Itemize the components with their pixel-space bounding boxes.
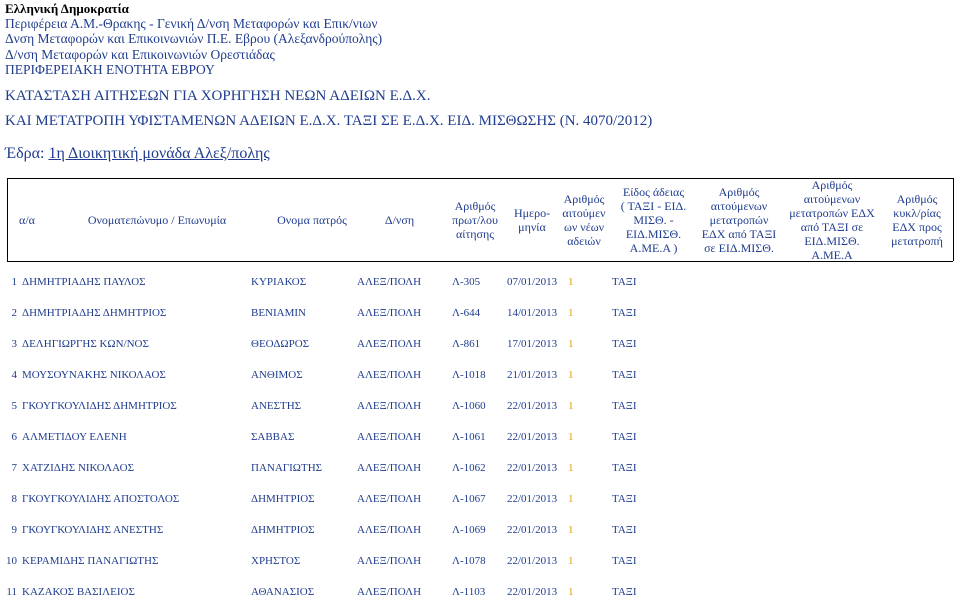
- column-header-text: Αριθμός: [454, 198, 496, 213]
- cell-address: ΑΛΕΞ/ΠΟΛΗ: [357, 276, 422, 288]
- cell-name: ΚΕΡΑΜΙΔΗΣ ΠΑΝΑΓΙΩΤΗΣ: [22, 555, 159, 567]
- cell-count: 1: [568, 400, 574, 412]
- cell-protocol: Λ-861: [452, 338, 481, 350]
- header-line-region: Περιφέρεια Α.Μ.-Θρακης - Γενική Δ/νση Μεταφορών και Επικ/νιων: [5, 16, 378, 31]
- cell-count: 1: [568, 586, 574, 598]
- column-header-text: ΕΔΧ από ΤΑΞΙ: [701, 226, 777, 241]
- cell-address: ΑΛΕΞ/ΠΟΛΗ: [357, 462, 422, 474]
- column-header-text: ΜΙΣΘ. -: [633, 212, 674, 227]
- column-header-text: Αριθμός: [811, 177, 853, 192]
- cell-type: ΤΑΞΙ: [612, 586, 637, 598]
- cell-count: 1: [568, 307, 574, 319]
- cell-protocol: Λ-1078: [452, 555, 486, 567]
- cell-type: ΤΑΞΙ: [612, 307, 637, 319]
- document-title-1: ΚΑΤΑΣΤΑΣΗ ΑΙΤΗΣΕΩΝ ΓΙΑ ΧΟΡΗΓΗΣΗ ΝΕΩΝ ΑΔΕΙΩΝ Ε.Δ.Χ.: [5, 88, 431, 104]
- table-row: [0, 555, 960, 569]
- cell-count: 1: [568, 462, 574, 474]
- cell-date: 22/01/2013: [507, 493, 558, 505]
- cell-aa: 11: [6, 586, 17, 598]
- cell-address: ΑΛΕΞ/ΠΟΛΗ: [357, 586, 422, 598]
- column-header-text: ( ΤΑΞΙ - ΕΙΔ.: [620, 198, 687, 213]
- cell-name: ΓΚΟΥΓΚΟΥΛΙΔΗΣ ΔΗΜΗΤΡΙΟΣ: [22, 400, 177, 412]
- cell-type: ΤΑΞΙ: [612, 524, 637, 536]
- column-header-text: Είδος άδειας: [622, 184, 685, 199]
- column-header-text: αιτούμενων: [710, 198, 768, 213]
- column-header-conversions: [695, 178, 783, 261]
- cell-date: 17/01/2013: [507, 338, 558, 350]
- cell-address: ΑΛΕΞ/ΠΟΛΗ: [357, 307, 422, 319]
- column-header-text: ΕΙΔ.ΜΙΣΘ.: [804, 233, 860, 248]
- cell-father: ΑΝΘΙΜΟΣ: [251, 369, 303, 381]
- cell-name: ΜΟΥΣΟΥΝΑΚΗΣ ΝΙΚΟΛΑΟΣ: [22, 369, 166, 381]
- cell-name: ΧΑΤΖΙΔΗΣ ΝΙΚΟΛΑΟΣ: [22, 462, 134, 474]
- seat-value: 1η Διοικητική μονάδα Αλεξ/πολης: [48, 145, 270, 162]
- column-header-address: [357, 178, 442, 261]
- cell-father: ΧΡΗΣΤΟΣ: [251, 555, 301, 567]
- column-header-text: Δ/νση: [384, 212, 415, 227]
- cell-protocol: Λ-1061: [452, 431, 486, 443]
- cell-date: 22/01/2013: [507, 462, 558, 474]
- cell-aa: 5: [11, 400, 17, 412]
- cell-date: 22/01/2013: [507, 400, 558, 412]
- column-header-text: Ονοματεπώνυμο / Επωνυμία: [87, 212, 227, 227]
- column-header-aa: [7, 178, 47, 261]
- column-header-text: Ονομα πατρός: [277, 212, 347, 227]
- cell-address: ΑΛΕΞ/ΠΟΛΗ: [357, 524, 422, 536]
- column-header-date: [508, 178, 556, 261]
- column-header-text: αιτούμεν: [562, 205, 606, 220]
- column-header-text: Ημερο-: [513, 205, 551, 220]
- cell-count: 1: [568, 524, 574, 536]
- cell-address: ΑΛΕΞ/ΠΟΛΗ: [357, 493, 422, 505]
- table-header-right-border: [953, 178, 954, 261]
- table-row: [0, 307, 960, 321]
- cell-protocol: Λ-1060: [452, 400, 486, 412]
- column-header-text: Α.ΜΕ.Α ): [629, 240, 678, 255]
- column-header-text: σε ΕΙΔ.ΜΙΣΘ.: [704, 240, 774, 255]
- column-header-text: ΕΙΔ.ΜΙΣΘ.: [625, 226, 682, 241]
- column-header-conversions-amea: [783, 178, 881, 261]
- cell-protocol: Λ-305: [452, 276, 481, 288]
- cell-address: ΑΛΕΞ/ΠΟΛΗ: [357, 338, 422, 350]
- cell-father: ΔΗΜΗΤΡΙΟΣ: [251, 524, 315, 536]
- cell-date: 21/01/2013: [507, 369, 558, 381]
- column-header-text: αιτούμενων: [803, 191, 861, 206]
- cell-name: ΑΛΜΕΤΙΔΟΥ ΕΛΕΝΗ: [22, 431, 127, 443]
- cell-date: 14/01/2013: [507, 307, 558, 319]
- cell-count: 1: [568, 276, 574, 288]
- cell-address: ΑΛΕΞ/ΠΟΛΗ: [357, 555, 422, 567]
- column-header-text: μετατροπών ΕΔΧ: [789, 205, 875, 220]
- cell-aa: 6: [11, 431, 17, 443]
- seat-line: [5, 145, 270, 163]
- column-header-text: μετατροπή: [891, 233, 943, 248]
- column-header-text: Αριθμός: [563, 191, 605, 206]
- column-header-new-count: [556, 178, 612, 261]
- cell-protocol: Λ-1067: [452, 493, 486, 505]
- cell-aa: 7: [11, 462, 17, 474]
- cell-aa: 9: [11, 524, 17, 536]
- table-row: [0, 586, 960, 600]
- cell-aa: 10: [6, 555, 17, 567]
- column-header-text: Αριθμός: [718, 184, 760, 199]
- cell-protocol: Λ-1062: [452, 462, 486, 474]
- cell-type: ΤΑΞΙ: [612, 555, 637, 567]
- cell-address: ΑΛΕΞ/ΠΟΛΗ: [357, 400, 422, 412]
- column-header-license-type: [612, 178, 695, 261]
- cell-father: ΒΕΝΙΑΜΙΝ: [251, 307, 306, 319]
- cell-type: ΤΑΞΙ: [612, 400, 637, 412]
- cell-address: ΑΛΕΞ/ΠΟΛΗ: [357, 431, 422, 443]
- cell-father: ΘΕΟΔΩΡΟΣ: [251, 338, 310, 350]
- cell-father: ΑΝΕΣΤΗΣ: [251, 400, 302, 412]
- cell-type: ΤΑΞΙ: [612, 431, 637, 443]
- document-title-2: ΚΑΙ ΜΕΤΑΤΡΟΠΗ ΥΦΙΣΤΑΜΕΝΩΝ ΑΔΕΙΩΝ Ε.Δ.Χ. ΤΑΞΙ ΣΕ Ε.Δ.Χ. ΕΙΔ. ΜΙΣΘΩΣΗΣ (Ν. 4070/2012): [5, 113, 653, 129]
- cell-protocol: Λ-644: [452, 307, 481, 319]
- column-header-text: πρωτ/λου: [452, 212, 498, 227]
- cell-date: 07/01/2013: [507, 276, 558, 288]
- cell-type: ΤΑΞΙ: [612, 276, 637, 288]
- column-header-text: από ΤΑΞΙ σε: [800, 219, 864, 234]
- table-row: [0, 400, 960, 414]
- table-row: [0, 462, 960, 476]
- header-line-directorate: Δνση Μεταφορών και Επικοινωνιών Π.Ε. Εβρου (Αλεξανδρούπολης): [5, 31, 383, 46]
- column-header-protocol: [442, 178, 508, 261]
- cell-count: 1: [568, 338, 574, 350]
- cell-aa: 1: [11, 276, 17, 288]
- cell-father: ΑΘΑΝΑΣΙΟΣ: [251, 586, 315, 598]
- cell-date: 22/01/2013: [507, 586, 558, 598]
- cell-type: ΤΑΞΙ: [612, 462, 637, 474]
- cell-aa: 8: [11, 493, 17, 505]
- cell-date: 22/01/2013: [507, 431, 558, 443]
- cell-date: 22/01/2013: [507, 524, 558, 536]
- cell-father: ΠΑΝΑΓΙΩΤΗΣ: [251, 462, 323, 474]
- cell-type: ΤΑΞΙ: [612, 369, 637, 381]
- column-header-text: αδειών: [567, 233, 601, 248]
- column-header-text: μετατροπών: [709, 212, 769, 227]
- column-header-text: Α.ΜΕ.Α: [811, 247, 853, 262]
- header-line-unit: ΠΕΡΙΦΕΡΕΙΑΚΗ ΕΝΟΤΗΤΑ ΕΒΡΟΥ: [5, 62, 215, 77]
- cell-count: 1: [568, 555, 574, 567]
- header-line-orestiada: Δ/νση Μεταφορών και Επικοινωνιών Ορεστιάδας: [5, 47, 275, 62]
- cell-aa: 3: [11, 338, 17, 350]
- table-row: [0, 369, 960, 383]
- seat-label: Έδρα:: [5, 145, 45, 162]
- cell-count: 1: [568, 431, 574, 443]
- cell-name: ΚΑΖΑΚΟΣ ΒΑΣΙΛΕΙΟΣ: [22, 586, 135, 598]
- cell-name: ΓΚΟΥΓΚΟΥΛΙΔΗΣ ΑΝΕΣΤΗΣ: [22, 524, 164, 536]
- cell-count: 1: [568, 493, 574, 505]
- column-header-text: μηνία: [518, 219, 546, 234]
- cell-name: ΔΗΜΗΤΡΙΑΔΗΣ ΔΗΜΗΤΡΙΟΣ: [22, 307, 167, 319]
- table-row: [0, 431, 960, 445]
- table-row: [0, 276, 960, 290]
- cell-father: ΣΑΒΒΑΣ: [251, 431, 295, 443]
- cell-protocol: Λ-1103: [452, 586, 486, 598]
- cell-address: ΑΛΕΞ/ΠΟΛΗ: [357, 369, 422, 381]
- cell-count: 1: [568, 369, 574, 381]
- cell-name: ΓΚΟΥΓΚΟΥΛΙΔΗΣ ΑΠΟΣΤΟΛΟΣ: [22, 493, 180, 505]
- cell-name: ΔΗΜΗΤΡΙΑΔΗΣ ΠΑΥΛΟΣ: [22, 276, 146, 288]
- column-header-text: ων νέων: [563, 219, 605, 234]
- cell-protocol: Λ-1069: [452, 524, 486, 536]
- column-header-text: ΕΔΧ προς: [892, 219, 942, 234]
- column-header-text: Αριθμός: [896, 191, 938, 206]
- cell-type: ΤΑΞΙ: [612, 493, 637, 505]
- cell-protocol: Λ-1018: [452, 369, 486, 381]
- column-header-text: αίτησης: [455, 226, 495, 241]
- column-header-name: [47, 178, 267, 261]
- column-header-father: [267, 178, 357, 261]
- cell-father: ΔΗΜΗΤΡΙΟΣ: [251, 493, 315, 505]
- cell-father: ΚΥΡΙΑΚΟΣ: [251, 276, 307, 288]
- column-header-text: α/α: [19, 212, 35, 227]
- column-header-plates: [881, 178, 953, 261]
- cell-type: ΤΑΞΙ: [612, 338, 637, 350]
- column-header-text: κυκλ/ρίας: [893, 205, 941, 220]
- table-row: [0, 524, 960, 538]
- table-row: [0, 338, 960, 352]
- header-line-republic: Ελληνική Δημοκρατία: [5, 1, 129, 16]
- cell-aa: 4: [11, 369, 17, 381]
- cell-date: 22/01/2013: [507, 555, 558, 567]
- table-row: [0, 493, 960, 507]
- cell-name: ΔΕΛΗΓΙΩΡΓΗΣ ΚΩΝ/ΝΟΣ: [22, 338, 149, 350]
- cell-aa: 2: [11, 307, 17, 319]
